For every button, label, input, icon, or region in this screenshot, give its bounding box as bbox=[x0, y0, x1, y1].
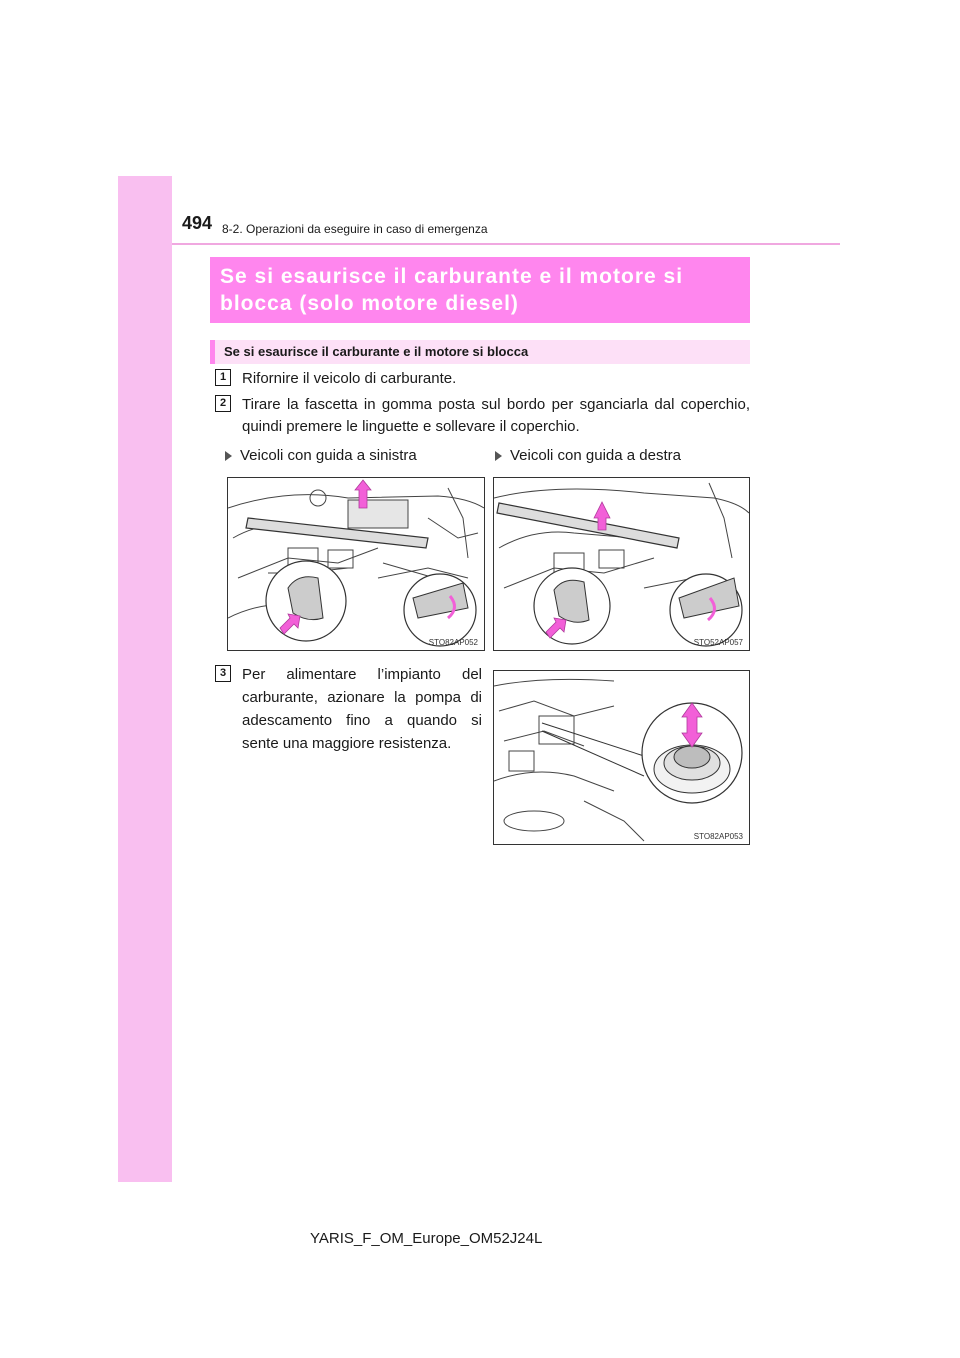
header-divider bbox=[172, 243, 840, 245]
step-1-text: Rifornire il veicolo di carburante. bbox=[242, 370, 457, 387]
triangle-bullet-icon bbox=[225, 451, 232, 461]
figure-code-pump: STO82AP053 bbox=[693, 832, 743, 841]
step-3-text-line-2: carburante, azionare la pompa di bbox=[242, 689, 482, 706]
bullet-right-hand-drive-label: Veicoli con guida a destra bbox=[510, 447, 681, 464]
section-title bbox=[210, 257, 750, 323]
step-3-number: 3 bbox=[215, 665, 231, 682]
bullet-left-hand-drive bbox=[225, 447, 417, 464]
subheading: Se si esaurisce il carburante e il motore si blocca bbox=[210, 340, 750, 364]
figure-left-hand-drive bbox=[227, 477, 485, 651]
section-reference: 8-2. Operazioni da eseguire in caso di emergenza bbox=[222, 222, 488, 236]
engine-cover-illustration-rhd bbox=[494, 478, 749, 650]
section-title-line-1: Se si esaurisce il carburante e il motore si bbox=[220, 265, 684, 288]
page-number: 494 bbox=[182, 213, 213, 233]
document-footer: YARIS_F_OM_Europe_OM52J24L bbox=[310, 1230, 543, 1247]
engine-cover-illustration-lhd bbox=[228, 478, 484, 650]
figure-right-hand-drive bbox=[493, 477, 750, 651]
section-title-line-2: blocca (solo motore diesel) bbox=[220, 292, 519, 315]
step-3-text-line-3: adescamento fino a quando si bbox=[242, 712, 482, 729]
figure-code-rhd: STO52AP057 bbox=[693, 638, 743, 647]
figure-code-lhd: STO82AP052 bbox=[428, 638, 478, 647]
figure-priming-pump bbox=[493, 670, 750, 845]
step-3-text-line-1: Per alimentare l’impianto del bbox=[242, 666, 482, 683]
step-3-text-line-4: sente una maggiore resistenza. bbox=[242, 735, 452, 752]
step-1-number: 1 bbox=[215, 369, 231, 386]
side-strip bbox=[118, 176, 172, 1182]
bullet-left-hand-drive-label: Veicoli con guida a sinistra bbox=[240, 447, 417, 464]
bullet-right-hand-drive bbox=[495, 447, 681, 464]
step-2-text-line-1: Tirare la fascetta in gomma posta sul bordo per sganciarla dal coperchio, bbox=[242, 396, 750, 413]
triangle-bullet-icon bbox=[495, 451, 502, 461]
step-2-number: 2 bbox=[215, 395, 231, 412]
priming-pump-illustration bbox=[494, 671, 749, 844]
step-2-text-line-2: quindi premere le linguette e sollevare il coperchio. bbox=[242, 418, 580, 435]
